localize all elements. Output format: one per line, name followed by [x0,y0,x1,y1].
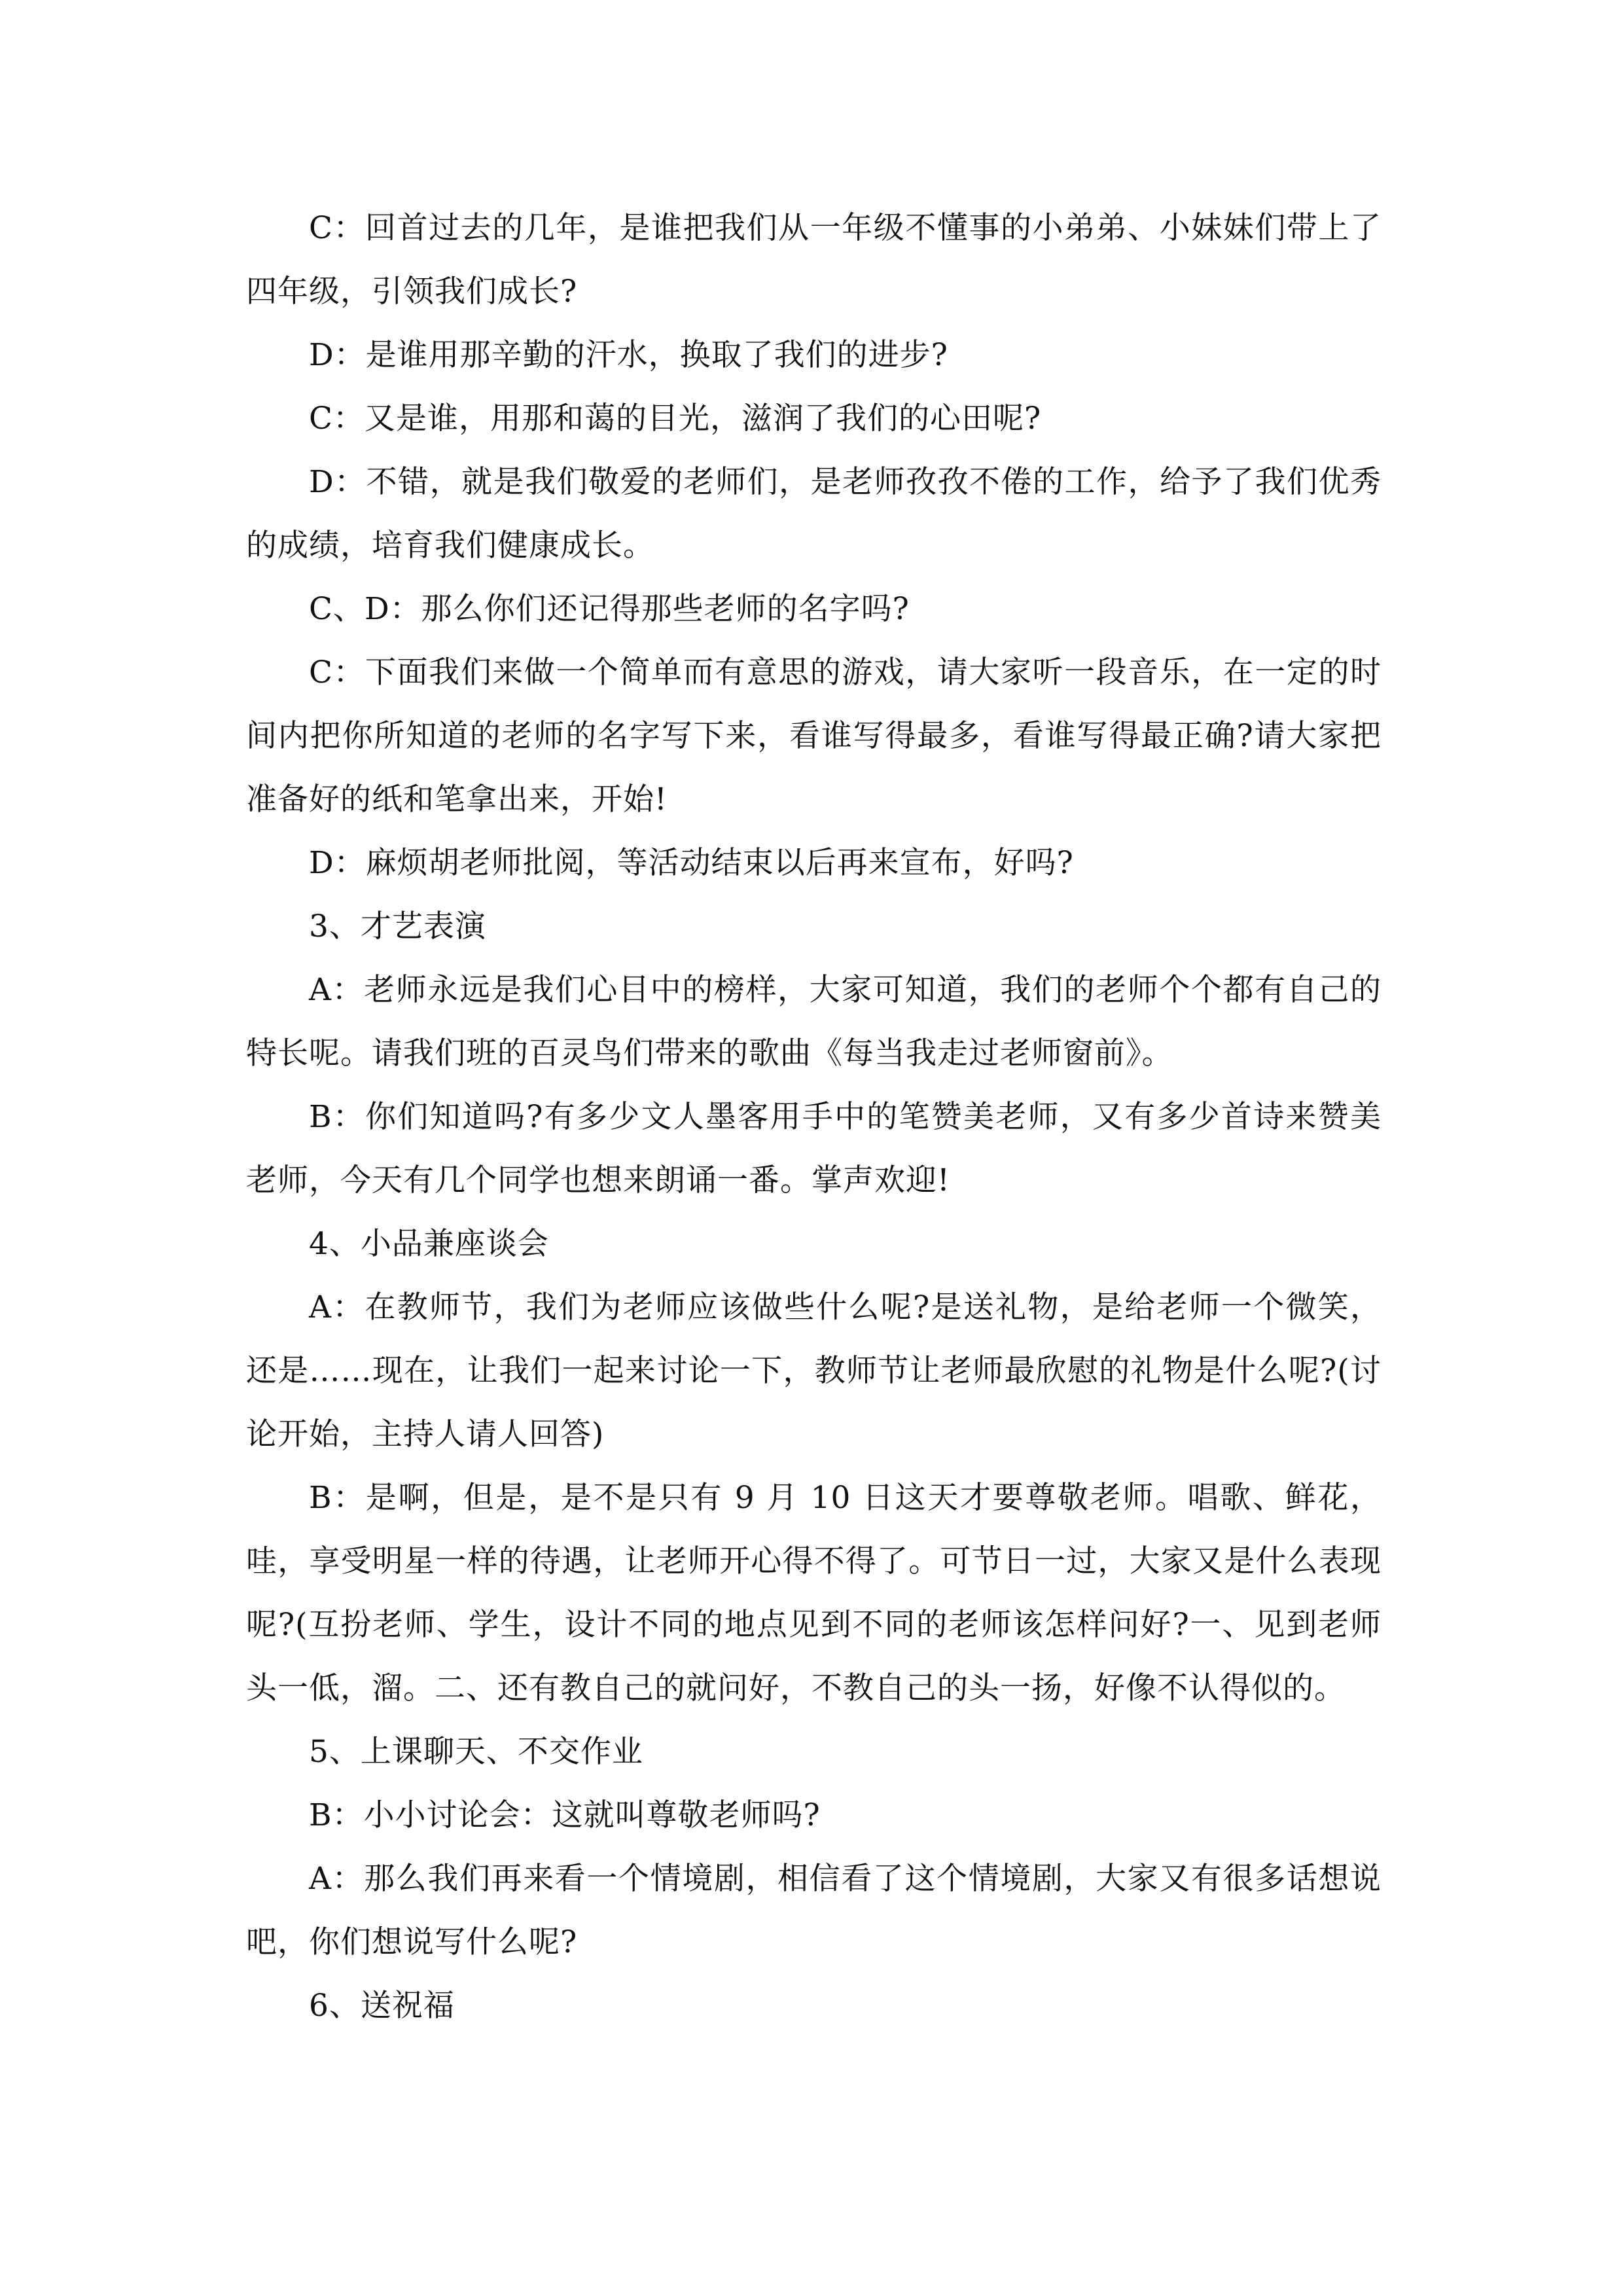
paragraph-c-kind-eyes: C：又是谁，用那和蔼的目光，滋润了我们的心田呢? [309,401,1042,437]
section-heading-class-chat: 5、上课聊天、不交作业 [309,1734,643,1770]
paragraph-cd-remember-names: C、D：那么你们还记得那些老师的名字吗? [309,591,910,627]
paragraph-b-discussion: B：小小讨论会：这就叫尊敬老师吗? [309,1797,821,1833]
paragraph-b-respect: B：是啊，但是，是不是只有 9 月 10 日这天才要尊敬老师。唱歌、鲜花，哇，享受明星一样的待遇，让老师开心得不得了。可节日一过，大家又是什么表现呢?(互扮老师、学生，设计不同的地点见到不同的老师该怎样问好?一、见到老师头一低，溜。二、还有教自己的就问好，不教自己的头一扬，好像不认得似的。 [246,1480,1382,1706]
paragraph-d-review: D：麻烦胡老师批阅，等活动结束以后再来宣布，好吗? [309,845,1074,881]
paragraph-c-name-game: C：下面我们来做一个简单而有意思的游戏，请大家听一段音乐，在一定的时间内把你所知道的老师的名字写下来，看谁写得最多，看谁写得最正确?请大家把准备好的纸和笔拿出来，开始! [246,655,1382,817]
paragraph-b-poetry: B：你们知道吗?有多少文人墨客用手中的笔赞美老师，又有多少首诗来赞美老师，今天有几个同学也想来朗诵一番。掌声欢迎! [246,1099,1382,1198]
paragraph-a-drama: A：那么我们再来看一个情境剧，相信看了这个情境剧，大家又有很多话想说吧，你们想说写什么呢? [246,1861,1382,1960]
section-heading-blessings: 6、送祝福 [309,1988,455,2024]
section-heading-skit-forum: 4、小品兼座谈会 [309,1226,549,1262]
section-heading-talent-show: 3、才艺表演 [309,908,486,944]
paragraph-a-role-model: A：老师永远是我们心目中的榜样，大家可知道，我们的老师个个都有自己的特长呢。请我们班的百灵鸟们带来的歌曲《每当我走过老师窗前》。 [246,972,1382,1071]
paragraph-a-teachers-day: A：在教师节，我们为老师应该做些什么呢?是送礼物，是给老师一个微笑，还是……现在，让我们一起来讨论一下，教师节让老师最欣慰的礼物是什么呢?(讨论开始，主持人请人回答) [246,1289,1382,1452]
paragraph-c-looking-back: C：回首过去的几年，是谁把我们从一年级不懂事的小弟弟、小妹妹们带上了四年级，引领我们成长? [246,210,1382,310]
paragraph-d-beloved-teachers: D：不错，就是我们敬爱的老师们，是老师孜孜不倦的工作，给予了我们优秀的成绩，培育我们健康成长。 [246,464,1382,564]
document-body [246,196,1382,2037]
paragraph-d-hard-work: D：是谁用那辛勤的汗水，换取了我们的进步? [309,337,948,373]
